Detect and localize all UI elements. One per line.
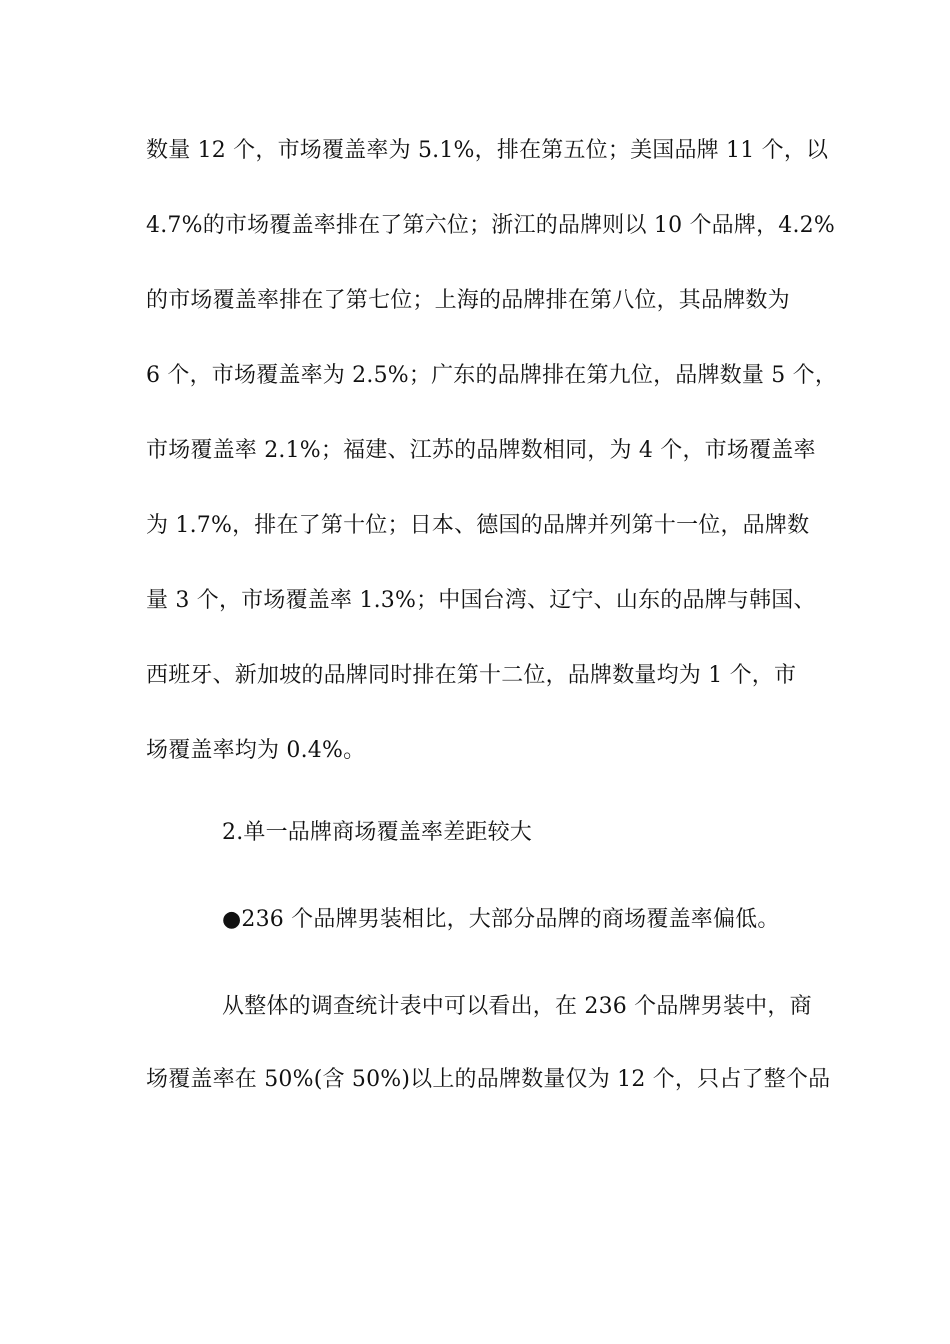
paragraph-line: 的市场覆盖率排在了第七位；上海的品牌排在第八位，其品牌数为 (146, 288, 790, 313)
section-heading: 2.单一品牌商场覆盖率差距较大 (222, 820, 532, 845)
paragraph-line: 场覆盖率均为 0.4%。 (146, 738, 366, 763)
paragraph-line: 为 1.7%，排在了第十位；日本、德国的品牌并列第十一位，品牌数 (146, 513, 810, 538)
paragraph-line: 西班牙、新加坡的品牌同时排在第十二位，品牌数量均为 1 个，市 (146, 663, 797, 688)
paragraph-line: 市场覆盖率 2.1%；福建、江苏的品牌数相同，为 4 个，市场覆盖率 (146, 438, 816, 463)
paragraph-line: 量 3 个，市场覆盖率 1.3%；中国台湾、辽宁、山东的品牌与韩国、 (146, 588, 816, 613)
paragraph-line: 场覆盖率在 50%(含 50%)以上的品牌数量仅为 12 个，只占了整个品 (146, 1067, 831, 1092)
paragraph-line: 数量 12 个，市场覆盖率为 5.1%，排在第五位；美国品牌 11 个，以 (146, 138, 829, 163)
paragraph-line: 4.7%的市场覆盖率排在了第六位；浙江的品牌则以 10 个品牌，4.2% (146, 213, 835, 238)
paragraph-line: 从整体的调查统计表中可以看出，在 236 个品牌男装中，商 (222, 994, 812, 1019)
bullet-point: ●236 个品牌男装相比，大部分品牌的商场覆盖率偏低。 (222, 907, 780, 932)
paragraph-line: 6 个，市场覆盖率为 2.5%；广东的品牌排在第九位，品牌数量 5 个， (146, 363, 838, 388)
